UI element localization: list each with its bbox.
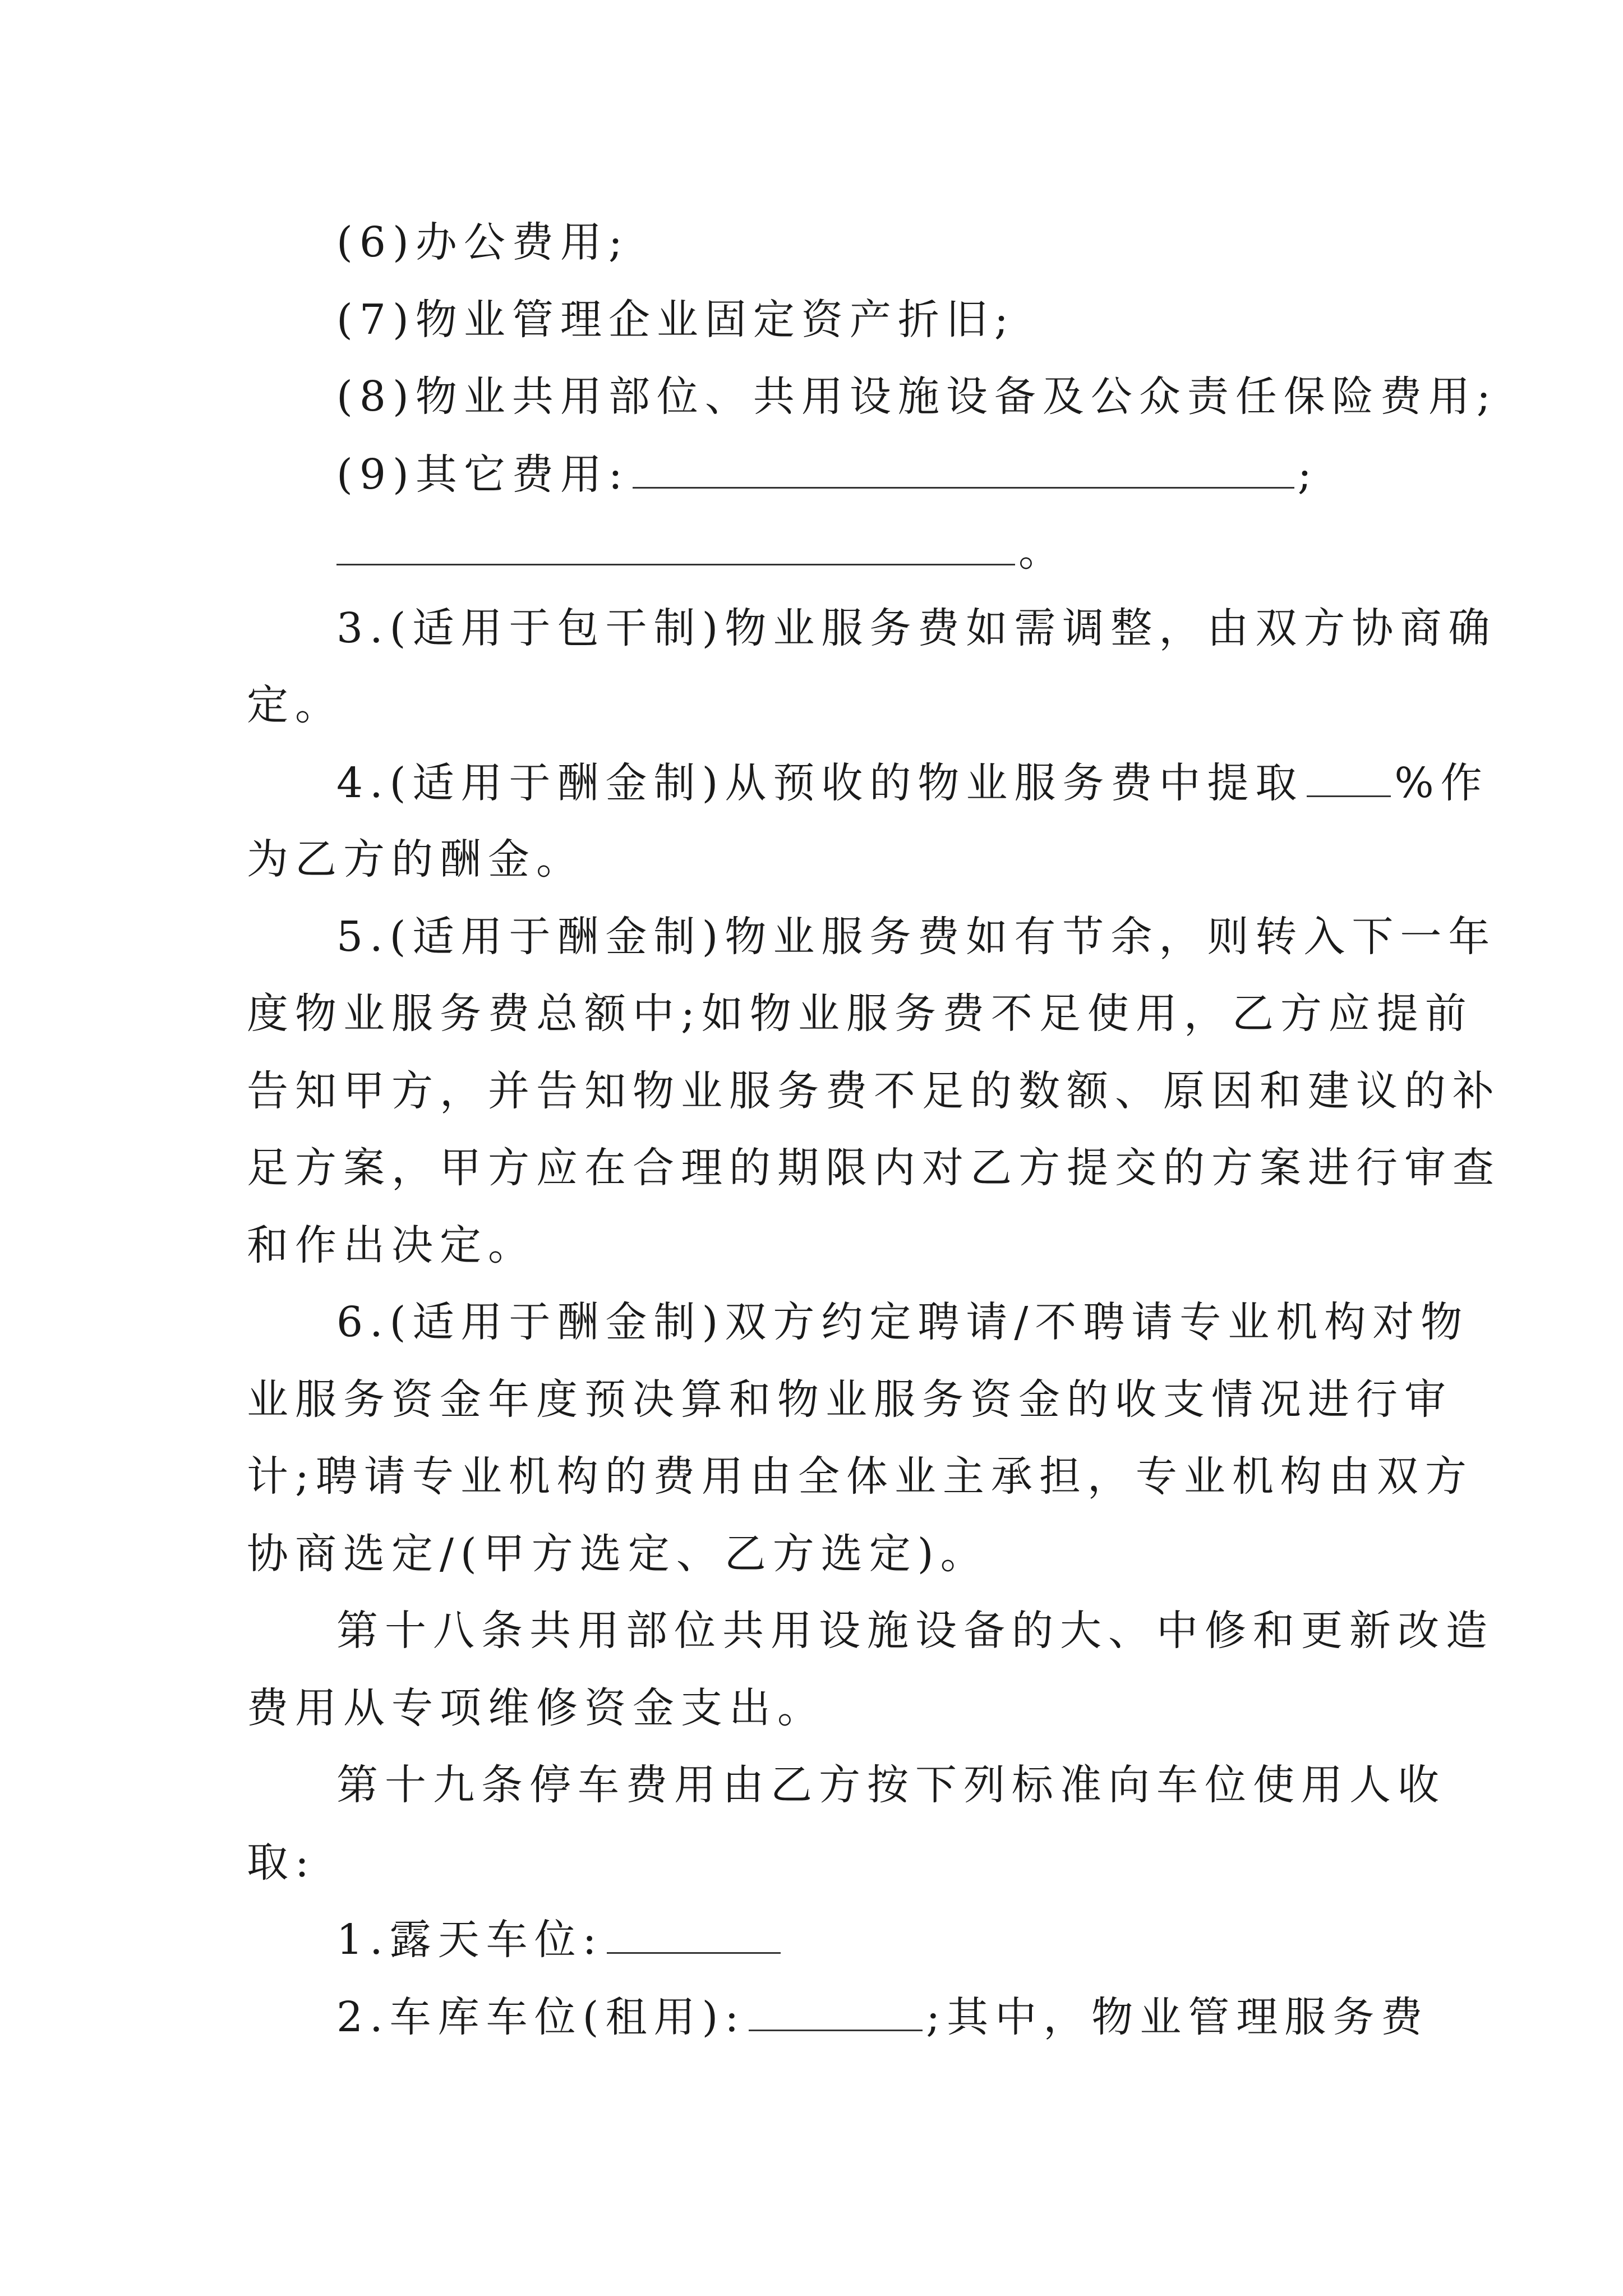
text-line: (7)物业管理企业固定资产折旧; [336,296,1015,344]
text-line: 为乙方的酬金。 [247,835,584,884]
text-line: 协商选定/(甲方选定、乙方选定)。 [247,1530,989,1578]
text-segment: 。 [1018,527,1067,576]
text-line: 和作出决定。 [247,1221,536,1269]
text-segment: 4.(适用于酬金制)从预收的物业服务费中提取 [336,759,1304,807]
text-line: (6)办公费用; [336,218,629,266]
text-segment: ; [1297,450,1318,499]
fill-blank [1307,762,1391,797]
text-line: 第十九条停车费用由乙方按下列标准向车位使用人收 [336,1761,1446,1809]
text-line: 足方案，甲方应在合理的期限内对乙方提交的方案进行审查 [247,1144,1501,1192]
text-line: 度物业服务费总额中;如物业服务费不足使用，乙方应提前 [247,990,1473,1038]
text-line: 业服务资金年度预决算和物业服务资金的收支情况进行审 [247,1375,1453,1424]
text-line: 费用从专项维修资金支出。 [247,1684,826,1732]
text-segment: 1.露天车位: [336,1916,603,1964]
text-line [336,759,1489,807]
text-line: 取: [247,1838,316,1887]
text-segment: ;其中，物业管理服务费 [926,1993,1430,2041]
text-line: 告知甲方，并告知物业服务费不足的数额、原因和建议的补 [247,1067,1501,1115]
text-line [336,450,1318,499]
fill-blank [607,1918,781,1954]
fill-blank [336,530,1015,565]
text-line: (8)物业共用部位、共用设施设备及公众责任保险费用; [336,372,1497,421]
text-line: 6.(适用于酬金制)双方约定聘请/不聘请专业机构对物 [336,1298,1469,1346]
fill-blank [633,453,1294,489]
fill-blank [749,1996,923,2031]
text-line: 计;聘请专业机构的费用由全体业主承担，专业机构由双方 [247,1452,1473,1501]
text-line: 第十八条共用部位共用设施设备的大、中修和更新改造 [336,1607,1494,1655]
text-line: 定。 [247,681,343,729]
text-line [336,527,1067,576]
text-line [336,1916,784,1964]
text-line: 5.(适用于酬金制)物业服务费如有节余，则转入下一年 [336,913,1497,961]
text-segment: 2.车库车位(租用): [336,1993,746,2041]
text-segment: %作 [1394,759,1489,807]
text-line: 3.(适用于包干制)物业服务费如需调整，由双方协商确 [336,604,1497,652]
text-line [336,1993,1430,2041]
text-segment: (9)其它费用: [336,450,629,499]
